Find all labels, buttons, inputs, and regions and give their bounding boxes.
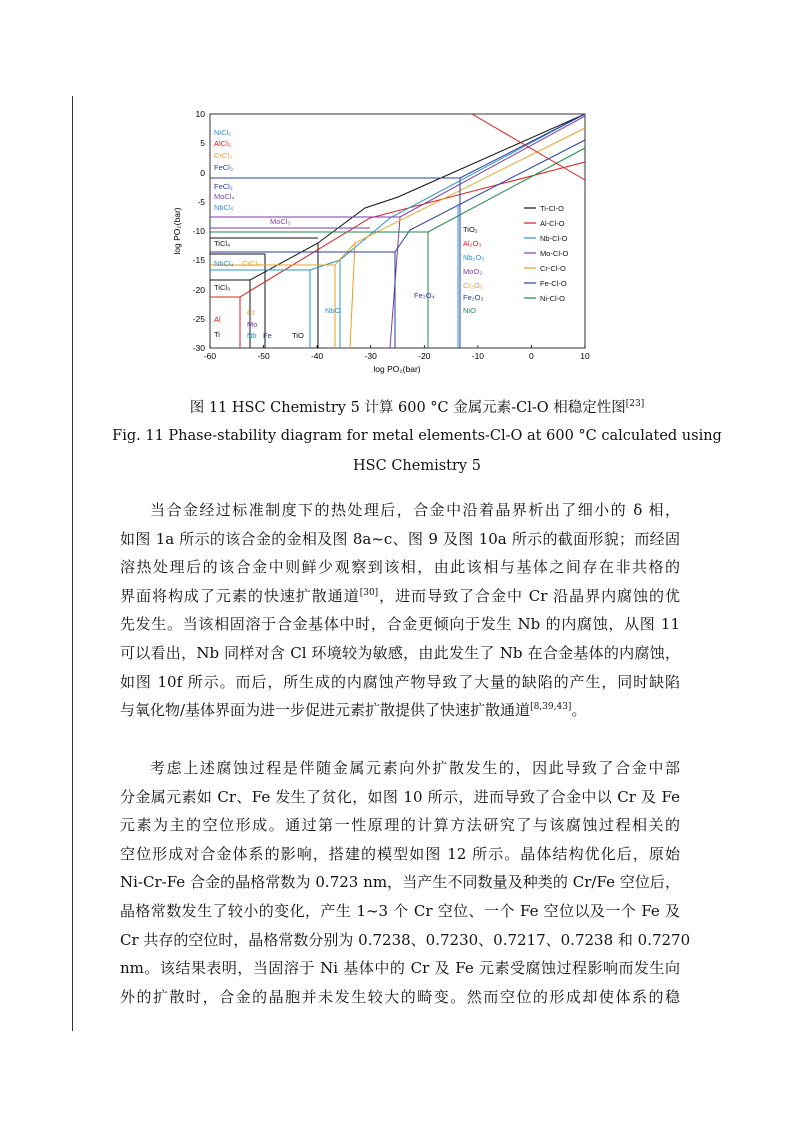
text-segment: 。 <box>571 701 587 720</box>
text-line: 先发生。当该相固溶于合金基体中时，合金更倾向于发生 Nb 的内腐蚀，从图 11 <box>120 615 680 634</box>
margin-rule <box>72 96 73 1031</box>
y-tick-label: -10 <box>192 226 205 236</box>
label-nicl2: NiCl₂ <box>214 128 232 137</box>
legend-entry: Fe-Cl-O <box>540 279 567 288</box>
text-line <box>120 582 680 611</box>
x-ticks <box>210 345 585 348</box>
label-al: Al <box>214 315 221 324</box>
series-fe <box>210 114 585 348</box>
y-tick-label: -5 <box>197 197 205 207</box>
label-moo2: MoO₂ <box>463 267 483 276</box>
text-line: 外的扩散时，合金的晶胞并未发生较大的畸变。然而空位的形成却使体系的稳 <box>120 987 680 1006</box>
text-line: nm。该结果表明，当固溶于 Ni 基体中的 Cr 及 Fe 元素受腐蚀过程影响而发生向 <box>120 959 680 978</box>
x-tick-label: 0 <box>529 351 534 361</box>
label-mo: Mo <box>247 320 258 329</box>
label-fe3o4: Fe₃O₄ <box>414 291 435 300</box>
text-line: Cr 共存的空位时，晶格常数分别为 0.7238、0.7230、0.7217、0.7238 和 0.7270 <box>120 930 691 949</box>
x-tick-label: -40 <box>310 351 324 361</box>
y-tick-label: -20 <box>192 285 205 295</box>
label-nb: Nb <box>247 331 257 340</box>
y-tick-label: 10 <box>195 109 205 119</box>
plot-frame <box>210 114 585 348</box>
caption-zh-text: 图 11 HSC Chemistry 5 计算 600 °C 金属元素-Cl-O 相稳定性图 <box>189 399 626 416</box>
text-segment: ，进而导致了合金中 Cr 沿晶界内腐蚀的优 <box>378 586 680 605</box>
label-crcl3: CrCl₃ <box>214 151 233 160</box>
label-cr: Cr <box>247 308 255 317</box>
text-line: 如图 10f 所示。而后，所生成的内腐蚀产物导致了大量的缺陷的产生，同时缺陷 <box>120 672 680 691</box>
phase-stability-diagram <box>150 100 610 390</box>
paragraph-2 <box>120 754 691 1011</box>
text-line: 晶格常数发生了较小的变化，产生 1~3 个 Cr 空位、一个 Fe 空位以及一个 Fe 及 <box>120 901 680 920</box>
label-nbo: NbO <box>325 306 341 315</box>
paragraph-1 <box>120 496 680 725</box>
y-tick-label: -15 <box>192 255 205 265</box>
text-line: 分金属元素如 Cr、Fe 发生了贫化，如图 10 所示，进而导致了合金中以 Cr 及 Fe <box>120 787 680 806</box>
ni-chloride-boundary <box>472 114 585 180</box>
y-tick-label: -30 <box>192 343 205 353</box>
x-tick-label: -30 <box>364 351 377 361</box>
citation-ref: [30] <box>359 587 379 598</box>
label-cr2o3: Cr₂O₃ <box>463 281 483 290</box>
text-line: 元素为主的空位形成。通过第一性原理的计算方法研究了与该腐蚀过程相关的 <box>120 816 680 835</box>
series-nb <box>210 114 585 348</box>
label-ticl3: TiCl₃ <box>214 283 231 292</box>
x-tick-label: 10 <box>580 351 590 361</box>
label-fe: Fe <box>263 331 272 340</box>
legend-entry: Ni-Cl-O <box>540 294 565 303</box>
text-line: 如图 1a 所示的该合金的金相及图 8a~c、图 9 及图 10a 所示的截面形貌；而经固 <box>120 529 680 548</box>
label-fecl2: FeCl₂ <box>214 182 233 191</box>
phase-stability-figure <box>150 100 610 390</box>
label-alcl3: AlCl₃ <box>214 139 231 148</box>
label-tio: TiO <box>292 331 304 340</box>
y-tick-label: 5 <box>200 138 205 148</box>
text-line: 考虑上述腐蚀过程是伴随金属元素向外扩散发生的，因此导致了合金中部 <box>150 759 680 777</box>
y-tick-label: -25 <box>192 314 205 324</box>
x-tick-label: -20 <box>418 351 431 361</box>
legend-entry: Nb-Cl-O <box>540 234 568 243</box>
text-segment: 与氧化物/基体界面为进一步促进元素扩散提供了快速扩散通道 <box>120 701 531 720</box>
text-line: Ni-Cr-Fe 合金的晶格常数为 0.723 nm，当产生不同数量及种类的 Cr/Fe 空位后， <box>120 873 680 892</box>
text-line: 空位形成对合金体系的影响，搭建的模型如图 12 所示。晶体结构优化后，原始 <box>120 844 680 863</box>
figure-caption-zh <box>112 394 722 418</box>
label-nb2o5: Nb₂O₅ <box>463 253 485 262</box>
legend-entry: Ti-Cl-O <box>540 204 564 213</box>
y-tick-label: 0 <box>200 168 205 178</box>
label-nbcl4: NbCl₄ <box>214 259 234 268</box>
label-tio2: TiO₂ <box>463 225 478 234</box>
x-tick-label: -10 <box>471 351 485 361</box>
label-nio: NiO <box>463 306 476 315</box>
label-fecl3: FeCl₃ <box>214 163 233 172</box>
figure-caption-en-line1: Fig. 11 Phase-stability diagram for metal elements-Cl-O at 600 °C calculated using <box>112 428 722 444</box>
legend-entry: Cr-Cl-O <box>540 264 566 273</box>
series-ti <box>210 114 585 348</box>
text-line: 可以看出，Nb 同样对含 Cl 环境较为敏感，由此发生了 Nb 在合金基体的内腐蚀， <box>120 643 680 662</box>
legend-entry: Mo-Cl-O <box>540 249 569 258</box>
legend <box>524 204 568 303</box>
text-line: 当合金经过标准制度下的热处理后，合金中沿着晶界析出了细小的 δ 相， <box>150 501 680 519</box>
label-mocl3: MoCl₃ <box>270 217 291 226</box>
text-segment: 界面将构成了元素的快速扩散通道 <box>120 586 360 605</box>
label-ti: Ti <box>214 330 220 339</box>
label-mocl4: MoCl₄ <box>214 192 235 201</box>
text-line: 溶热处理后的该合金中则鲜少观察到该相，由此该相与基体之间存在非共格的 <box>120 558 680 577</box>
citation-ref: [8,39,43] <box>530 702 572 713</box>
label-al2o3: Al₂O₃ <box>463 239 482 248</box>
label-crcl2: CrCl₂ <box>242 259 260 268</box>
x-axis-label: log PO₂(bar) <box>373 364 421 374</box>
x-tick-label: -60 <box>203 351 217 361</box>
figure-caption-en-line2: HSC Chemistry 5 <box>353 458 481 474</box>
caption-zh-ref: [23] <box>625 399 645 409</box>
label-nbcl5: NbCl₅ <box>214 203 234 212</box>
y-axis-label: log PO₂(bar) <box>172 207 182 255</box>
legend-entry: Al-Cl-O <box>540 219 565 228</box>
text-line <box>120 696 680 725</box>
label-fe2o3: Fe₂O₃ <box>463 293 484 302</box>
label-ticl4: TiCl₄ <box>214 239 231 248</box>
x-tick-label: -50 <box>257 351 270 361</box>
